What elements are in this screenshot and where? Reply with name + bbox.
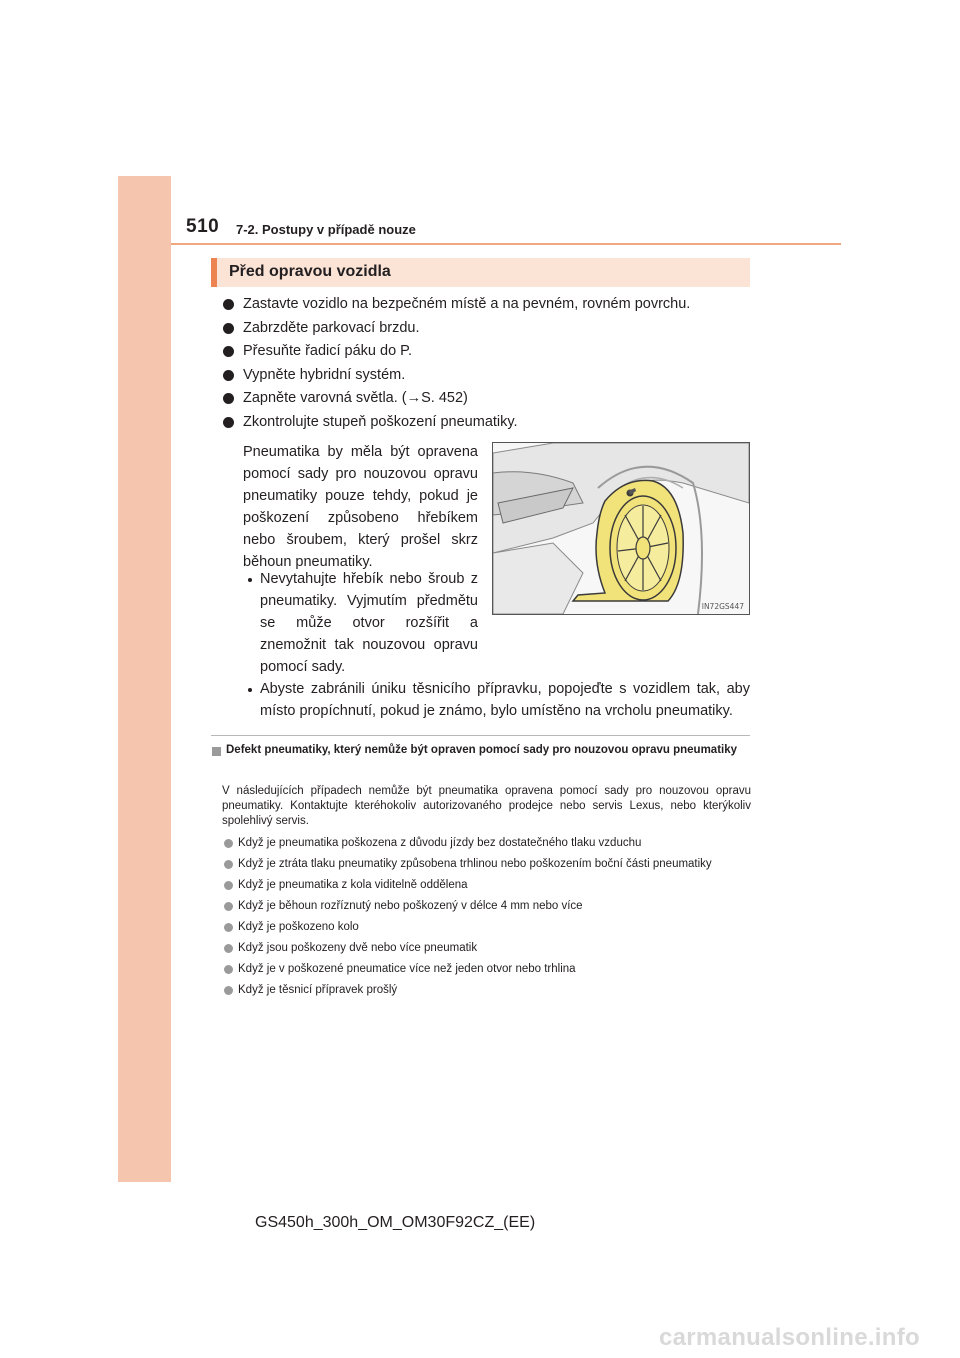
car-wheel-illustration: [493, 443, 749, 614]
bullet-icon: [224, 902, 233, 911]
list-item: Když je poškozeno kolo: [223, 920, 751, 935]
bullet-icon: [224, 965, 233, 974]
side-tab-band: [118, 176, 171, 1182]
bullet-icon: [224, 881, 233, 890]
note-body: V následujících případech nemůže být pneumatika opravena pomocí sady pro nouzovou opravu pneumatiky. Kontaktujte kteréhokoliv autorizovaného prodejce nebo servis Lexus, nebo kterýkoliv spolehlivý servis.: [222, 785, 751, 827]
list-item: Přesuňte řadicí páku do P.: [223, 341, 753, 365]
bullet-icon: [223, 370, 234, 381]
header-rule: [171, 243, 841, 245]
list-item: Zastavte vozidlo na bezpečném místě a na pevném, rovném povrchu.: [223, 294, 753, 318]
sub-bullet-icon: [248, 688, 252, 692]
sub-bullet-text: Nevytahujte hřebík nebo šroub z pneumatiky. Vyjmutím předmětu se může otvor rozšířit a znemožnit tak nouzovou opravu pomocí sady.: [260, 571, 478, 675]
bullet-icon: [223, 299, 234, 310]
page-number: 510: [186, 216, 220, 237]
bullet-icon: [224, 839, 233, 848]
note-square-icon: [212, 747, 221, 756]
bullet-icon: [223, 323, 234, 334]
bullet-icon: [224, 986, 233, 995]
bullet-icon: [224, 860, 233, 869]
document-footer-code: GS450h_300h_OM_OM30F92CZ_(EE): [255, 1214, 536, 1231]
tire-repair-paragraph: Pneumatika by měla být opravena pomocí sady pro nouzovou opravu pneumatiky pouze tehdy, pokud je poškození způsobeno hřebíkem nebo šroubem, který prošel skrz běhoun pneumatiky.: [243, 444, 478, 570]
sub-bullet-icon: [248, 578, 252, 582]
list-item: Když je ztráta tlaku pneumatiky způsobena trhlinou nebo poškozením boční části pneumatiky: [223, 857, 751, 872]
list-item: Když je pneumatika z kola viditelně oddělena: [223, 878, 751, 893]
sub-bullet-text: Abyste zabránili úniku těsnicího přípravku, popojeďte s vozidlem tak, aby místo propíchnutí, pokud je známo, bylo umístěno na vrcholu pneumatiky.: [260, 681, 750, 719]
bullet-icon: [223, 417, 234, 428]
list-item: Když jsou poškozeny dvě nebo více pneumatik: [223, 941, 751, 956]
section-divider: [211, 735, 750, 736]
section-heading-bar: [211, 258, 750, 287]
bullet-icon: [223, 346, 234, 357]
list-item: Když je běhoun rozříznutý nebo poškozený v délce 4 mm nebo více: [223, 899, 751, 914]
list-item: Když je pneumatika poškozena z důvodu jízdy bez dostatečného tlaku vzduchu: [223, 836, 751, 851]
list-item: Když je v poškozené pneumatice více než jeden otvor nebo trhlina: [223, 962, 751, 977]
list-item: Když je těsnicí přípravek prošlý: [223, 983, 751, 998]
note-title: Defekt pneumatiky, který nemůže být opraven pomocí sady pro nouzovou opravu pneumatiky: [226, 744, 738, 756]
list-item: [223, 388, 753, 412]
watermark: carmanualsonline.info: [658, 1324, 920, 1351]
section-title: 7-2. Postupy v případě nouze: [236, 222, 416, 237]
tire-illustration: [492, 442, 750, 615]
unrepairable-cases-list: [223, 836, 751, 998]
list-item: Zabrzděte parkovací brzdu.: [223, 318, 753, 342]
bullet-icon: [224, 944, 233, 953]
page-reference-link[interactable]: Zapněte varovná světla. (→S. 452): [243, 390, 468, 406]
bullet-icon: [224, 923, 233, 932]
bullet-icon: [223, 393, 234, 404]
section-heading: Před opravou vozidla: [229, 263, 391, 280]
list-item: Zkontrolujte stupeň poškození pneumatiky.: [223, 412, 753, 436]
list-item: Vypněte hybridní systém.: [223, 365, 753, 389]
precaution-list: [223, 294, 753, 435]
figure-code: IN72GS447: [701, 602, 744, 611]
